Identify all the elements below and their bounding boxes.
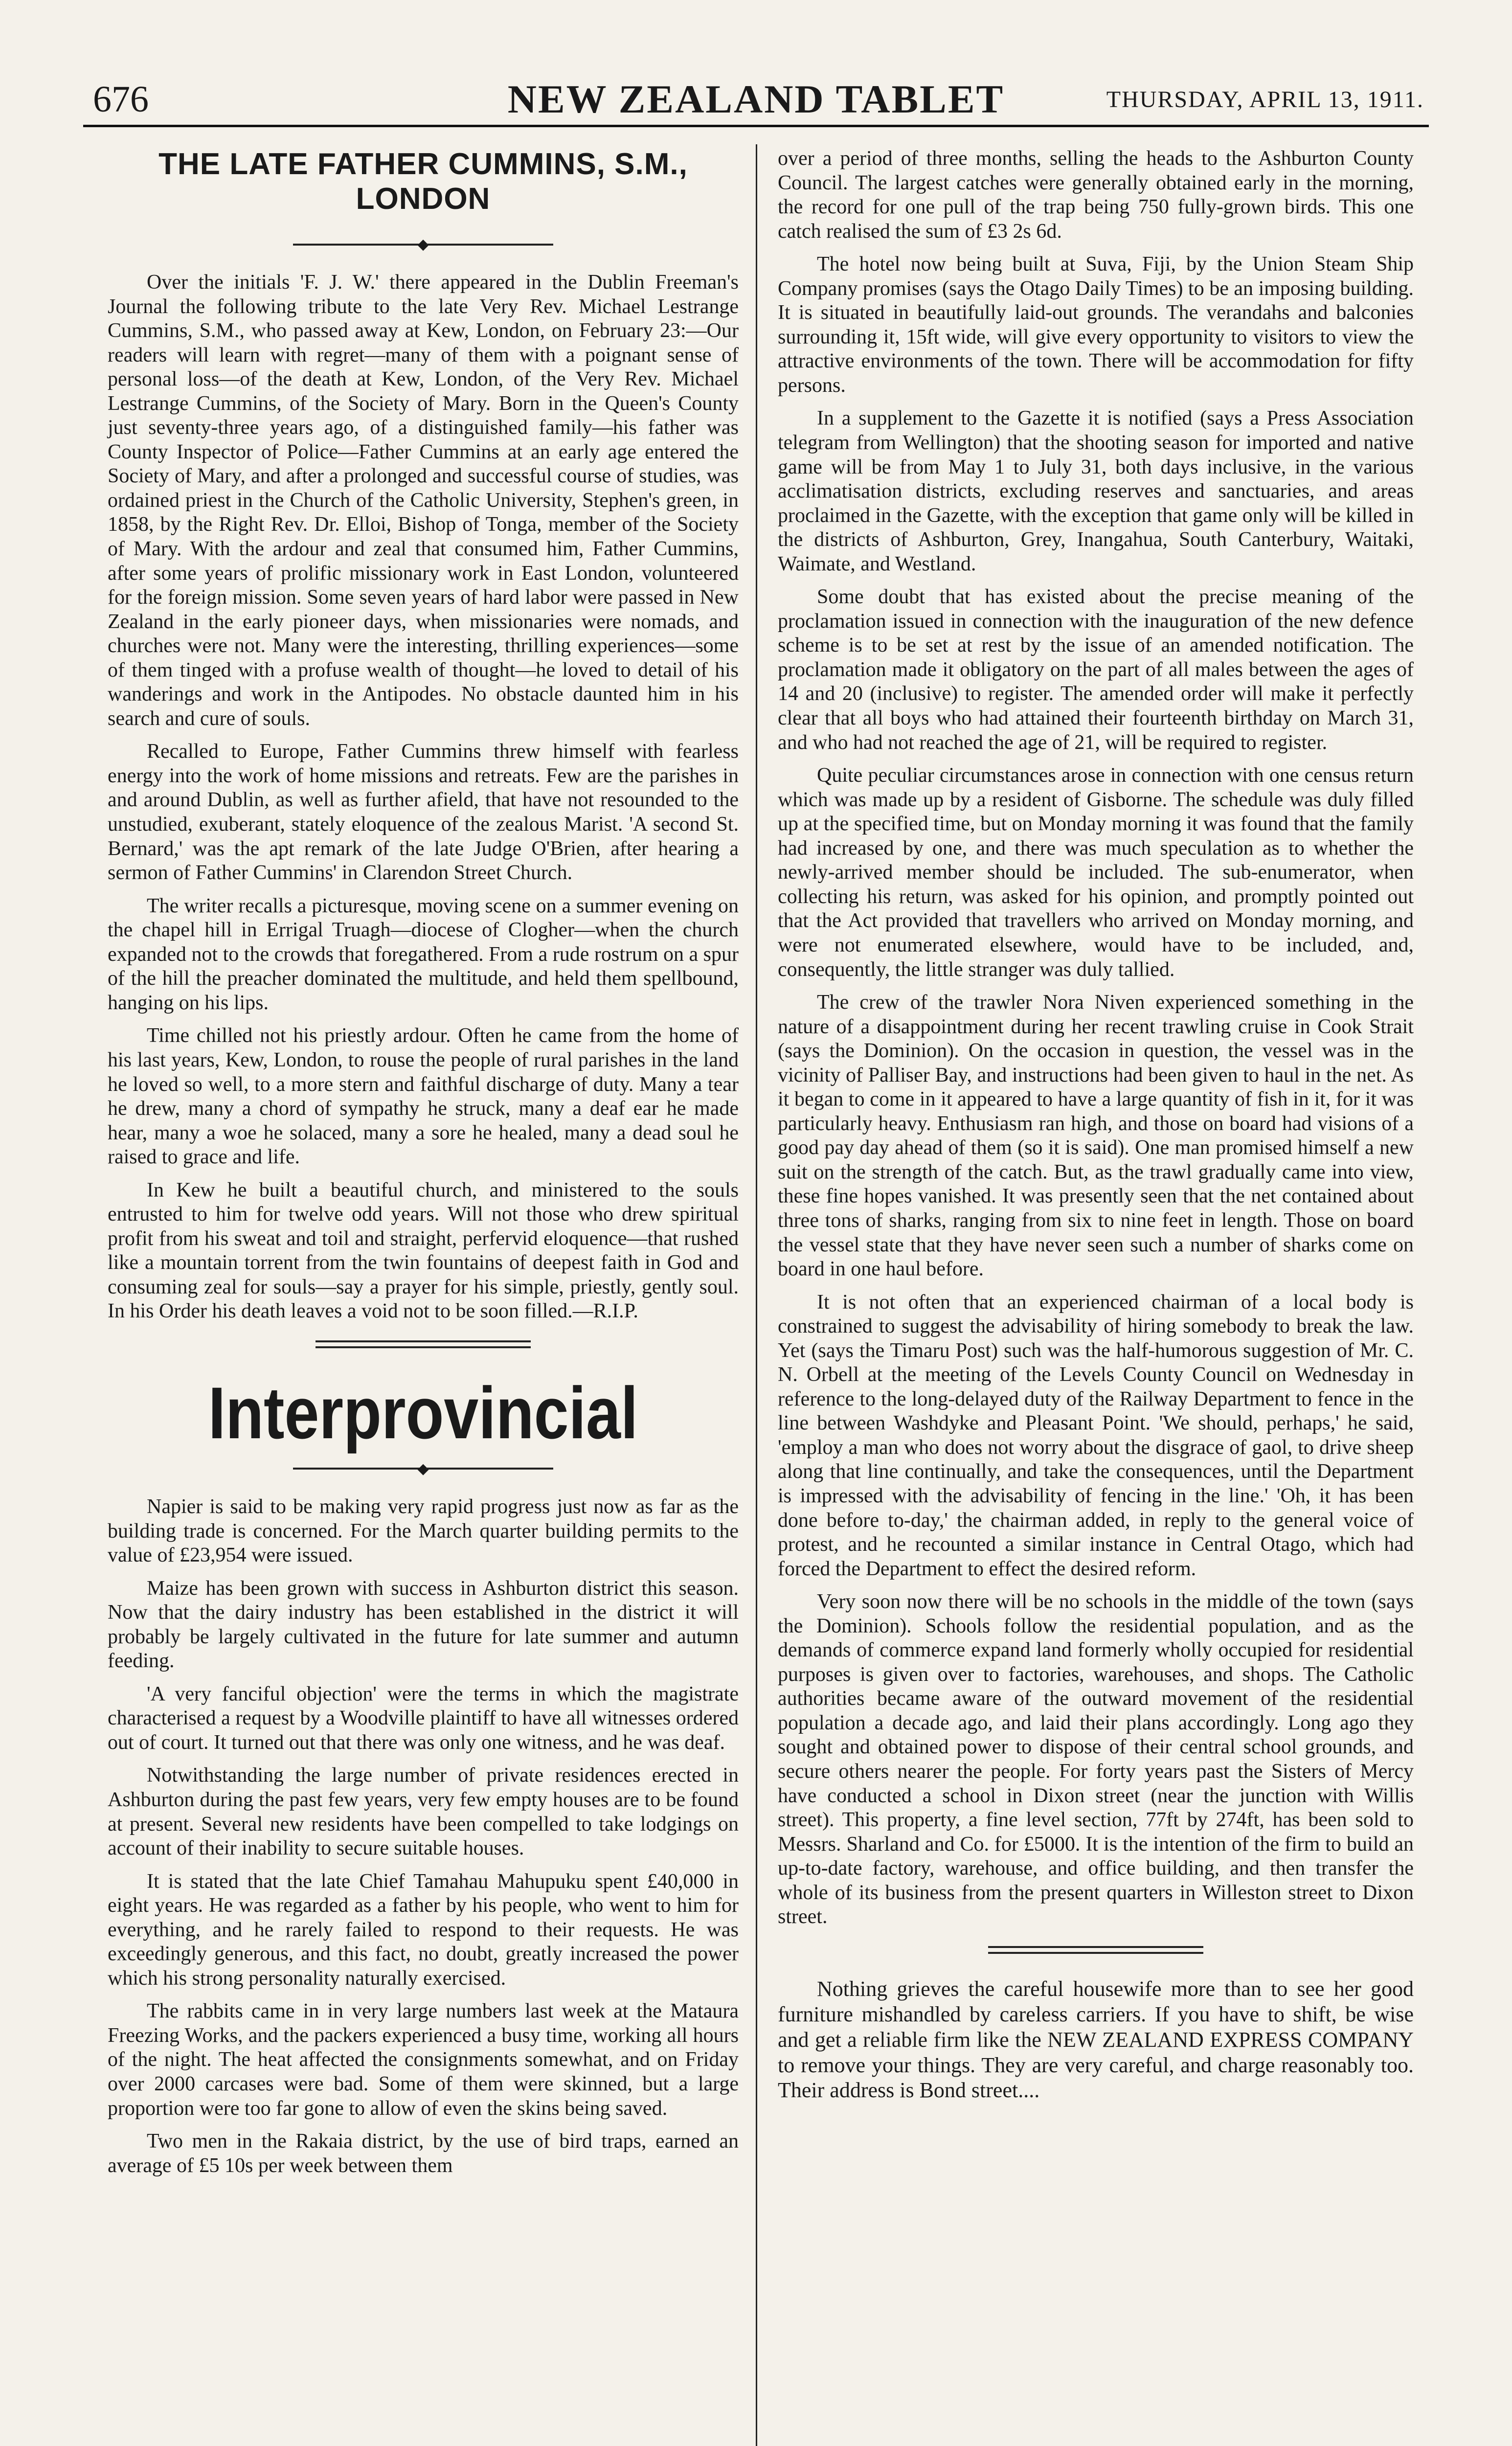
news-item: Napier is said to be making very rapid progress just now as far as the building trade is concerned. For the March quarter building permits to the value of £23,954 were issued. bbox=[108, 1495, 739, 1567]
news-item: 'A very fanciful objection' were the terms in which the magistrate characterised a request by a Woodville plaintiff to have all witnesses ordered out of court. It turned out that there was only one witness, and he was deaf. bbox=[108, 1682, 739, 1754]
news-item: Two men in the Rakaia district, by the use of bird traps, earned an average of £5 10s per week between them bbox=[108, 2130, 739, 2177]
column-divider bbox=[756, 144, 757, 2446]
obituary-paragraph: Time chilled not his priestly ardour. Often he came from the home of his last years, Kew, London, to rouse the people of rural parishes in the land he loved so well, to a more stern and faithful discharge of duty. Many a tear he drew, many a chord of sympathy he struck, many a deaf ear he made hear, many a woe he solaced, many a sore he healed, many a dead soul he raised to grace and life. bbox=[108, 1024, 739, 1169]
masthead: NEW ZEALAND TABLET bbox=[507, 77, 1005, 121]
news-item: Some doubt that has existed about the precise meaning of the proclamation issued in connection with the inauguration of the new defence scheme is to be set at rest by the issue of an amended notification. The proclamation made it obligatory on the part of all males between the ages of 14 and 20 (inclusive) to register. The amended order will make it perfectly clear that all boys who had attained their fourteenth birthday on March 31, and who had not reached the age of 21, will be required to register. bbox=[778, 586, 1414, 754]
news-item: The rabbits came in in very large numbers last week at the Mataura Freezing Works, and the packers experienced a busy time, working all hours of the night. The heat affected the consignments somewhat, and on Friday over 2000 carcases were bad. Some of them were skinned, but a large proportion were too far gone to allow of even the skins being saved. bbox=[108, 2000, 739, 2120]
page-header bbox=[83, 73, 1429, 127]
news-item: The crew of the trawler Nora Niven experienced something in the nature of a disappointment during her recent trawling cruise in Cook Strait (says the Dominion). On the occasion in question, the vessel was in the vicinity of Palliser Bay, and instructions had been given to haul in the net. As it began to come in it appeared to have a large quantity of fish in it, for it was particularly heavy. Enthusiasm ran high, and those on board had visions of a good pay day ahead of them (so it is said). One man promised himself a new suit on the strength of the catch. But, as the trawl gradually came into view, these fine hopes vanished. It was presently seen that the net contained about three tons of sharks, ranging from six to nine feet in length. Those on board the vessel state that they have never seen such a number of sharks come on board in one haul before. bbox=[778, 991, 1414, 1281]
express-company-advert: Nothing grieves the careful housewife more than to see her good furniture mishandled by careless carriers. If you have to shift, be wise and get a reliable firm like the NEW ZEALAND EXPRESS COMPANY to remove your things. They are very careful, and charge reasonably too. Their address is Bond street.... bbox=[778, 1976, 1414, 2103]
obituary-paragraph: In Kew he built a beautiful church, and ministered to the souls entrusted to him for twelve odd years. Will not those who drew spiritual profit from his sweat and toil and straight, perfervid eloquence—that rushed like a mountain torrent from the twin fountains of deepest faith in God and consuming zeal for souls—say a prayer for his simple, priestly, gently soul. In his Order his death leaves a void not to be soon filled.—R.I.P. bbox=[108, 1178, 739, 1323]
news-item: It is stated that the late Chief Tamahau Mahupuku spent £40,000 in eight years. He was regarded as a father by his people, who went to him for everything, and he rarely failed to respond to their requests. He was exceedingly generous, and this fact, no doubt, greatly increased the power which his strong personality naturally exercised. bbox=[108, 1870, 739, 1990]
left-column bbox=[108, 147, 739, 2187]
title-ornament: ◆ bbox=[108, 236, 739, 253]
news-item: The hotel now being built at Suva, Fiji, by the Union Steam Ship Company promises (says the Otago Daily Times) to be an imposing building. It is situated in beautifully laid-out grounds. The verandahs and balconies surrounding it, 15ft wide, will give every opportunity to visitors to view the attractive environments of the town. There will be accommodation for fifty persons. bbox=[778, 253, 1414, 397]
section-separator bbox=[316, 1340, 531, 1348]
news-item: In a supplement to the Gazette it is notified (says a Press Association telegram from Wellington) that the shooting season for imported and native game will be from May 1 to July 31, both days inclusive, in the various acclimatisation districts, excluding reserves and sanctuaries, and areas proclaimed in the Gazette, with the exception that game only will be killed in the districts of Ashburton, Grey, Inangahua, South Canterbury, Waitaki, Waimate, and Westland. bbox=[778, 407, 1414, 575]
news-item: Notwithstanding the large number of private residences erected in Ashburton during the past few years, very few empty houses are to be found at present. Several new residents have been compelled to take lodgings on account of their inability to secure suitable houses. bbox=[108, 1764, 739, 1860]
news-item: Quite peculiar circumstances arose in connection with one census return which was made up by a resident of Gisborne. The schedule was duly filled up at the specified time, but on Monday morning it was found that the family had increased by one, and there was much speculation as to whether the newly-arrived member should be included. The sub-enumerator, when collecting his return, was asked for his opinion, and promptly pointed out that the Act provided that travellers who arrived on Monday morning, and were not enumerated elsewhere, would have to be included, and, consequently, the little stranger was duly tallied. bbox=[778, 764, 1414, 981]
issue-date: THURSDAY, APRIL 13, 1911. bbox=[1106, 87, 1424, 113]
obituary-paragraph: The writer recalls a picturesque, moving scene on a summer evening on the chapel hill in Errigal Truagh—diocese of Clogher—when the church expanded not to the crowds that foregathered. From a rude rostrum on a spur of the hill the preacher dominated the multitude, and held them spellbound, hanging on his lips. bbox=[108, 894, 739, 1014]
header-rule bbox=[83, 125, 1429, 127]
obituary-paragraph: Recalled to Europe, Father Cummins threw himself with fearless energy into the work of home missions and retreats. Few are the parishes in and around Dublin, as well as further afield, that have not resounded to the unstudied, exuberant, stately eloquence of the zealous Marist. 'A second St. Bernard,' was the apt remark of the late Judge O'Brien, after hearing a sermon of Father Cummins' in Clarendon Street Church. bbox=[108, 740, 739, 884]
page-number: 676 bbox=[93, 79, 149, 120]
news-item: It is not often that an experienced chairman of a local body is constrained to suggest the advisability of hiring somebody to break the law. Yet (says the Timaru Post) such was the half-humorous suggestion of Mr. C. N. Orbell at the meeting of the Levels County Council on Wednesday in reference to the long-delayed duty of the Railway Department to fence in the line between Washdyke and Pleasant Point. 'We should, perhaps,' he said, 'employ a man who does not worry about the disgrace of gaol, to drive sheep along that line continually, and take the consequences, until the Department is impressed with the advisability of fencing in the line.' 'Oh, it has been done before to-day,' the chairman added, in reply to the general voice of protest, and he recounted a similar instance in Central Otago, which had forced the Department to effect the desired reform. bbox=[778, 1291, 1414, 1580]
right-column bbox=[778, 147, 1414, 2103]
section-heading: Interprovincial bbox=[208, 1371, 638, 1454]
obituary-paragraph: Over the initials 'F. J. W.' there appeared in the Dublin Freeman's Journal the following tribute to the late Very Rev. Michael Lestrange Cummins, S.M., who passed away at Kew, London, on February 23:—Our readers will learn with regret—many of them with a poignant sense of personal loss—of the death at Kew, London, of the Very Rev. Michael Lestrange Cummins, of the Society of Mary. Born in the Queen's County just seventy-three years ago, of a distinguished family—his father was County Inspector of Police—Father Cummins at an early age entered the Society of Mary, and after a prolonged and successful course of studies, was ordained priest in the Church of the Catholic University, Stephen's green, in 1858, by the Right Rev. Dr. Elloi, Bishop of Tonga, member of the Society of Mary. With the ardour and zeal that consumed him, Father Cummins, after some years of prolific missionary work in East London, volunteered for the foreign mission. Some seven years of hard labor were passed in New Zealand in the early pioneer days, when missionaries were nomads, and churches were not. Many were the interesting, thrilling experiences—some of them tinged with a profuse wealth of thought—he loved to detail of his wanderings and work in the Antipodes. No obstacle daunted him in his search and cure of souls. bbox=[108, 271, 739, 730]
advert-separator bbox=[988, 1946, 1203, 1954]
obituary-title: THE LATE FATHER CUMMINS, S.M., LONDON bbox=[158, 147, 688, 216]
section-ornament: ◆ bbox=[108, 1460, 739, 1477]
news-item: over a period of three months, selling the heads to the Ashburton County Council. The largest catches were generally obtained early in the morning, the record for one pull of the trap being 750 fully-grown birds. This one catch realised the sum of £3 2s 6d. bbox=[778, 147, 1414, 243]
news-item: Very soon now there will be no schools in the middle of the town (says the Dominion). Schools follow the residential population, and as the demands of commerce expand land formerly wholly occupied for residential purposes is given over to factories, warehouses, and shops. The Catholic authorities became aware of the outward movement of the residential population a decade ago, and laid their plans accordingly. Long ago they sought and obtained power to dispose of their central school grounds, and secure others nearer the people. For forty years past the Sisters of Mercy have conducted a school in Dixon street (near the junction with Willis street). This property, a fine level section, 77ft by 274ft, has been sold to Messrs. Sharland and Co. for £5000. It is the intention of the firm to build an up-to-date factory, warehouse, and office building, and then transfer the whole of its business from the present quarters in Willeston street to Dixon street. bbox=[778, 1590, 1414, 1928]
news-item: Maize has been grown with success in Ashburton district this season. Now that the dairy industry has been established in the district it will probably be largely cultivated in the future for late summer and autumn feeding. bbox=[108, 1577, 739, 1673]
